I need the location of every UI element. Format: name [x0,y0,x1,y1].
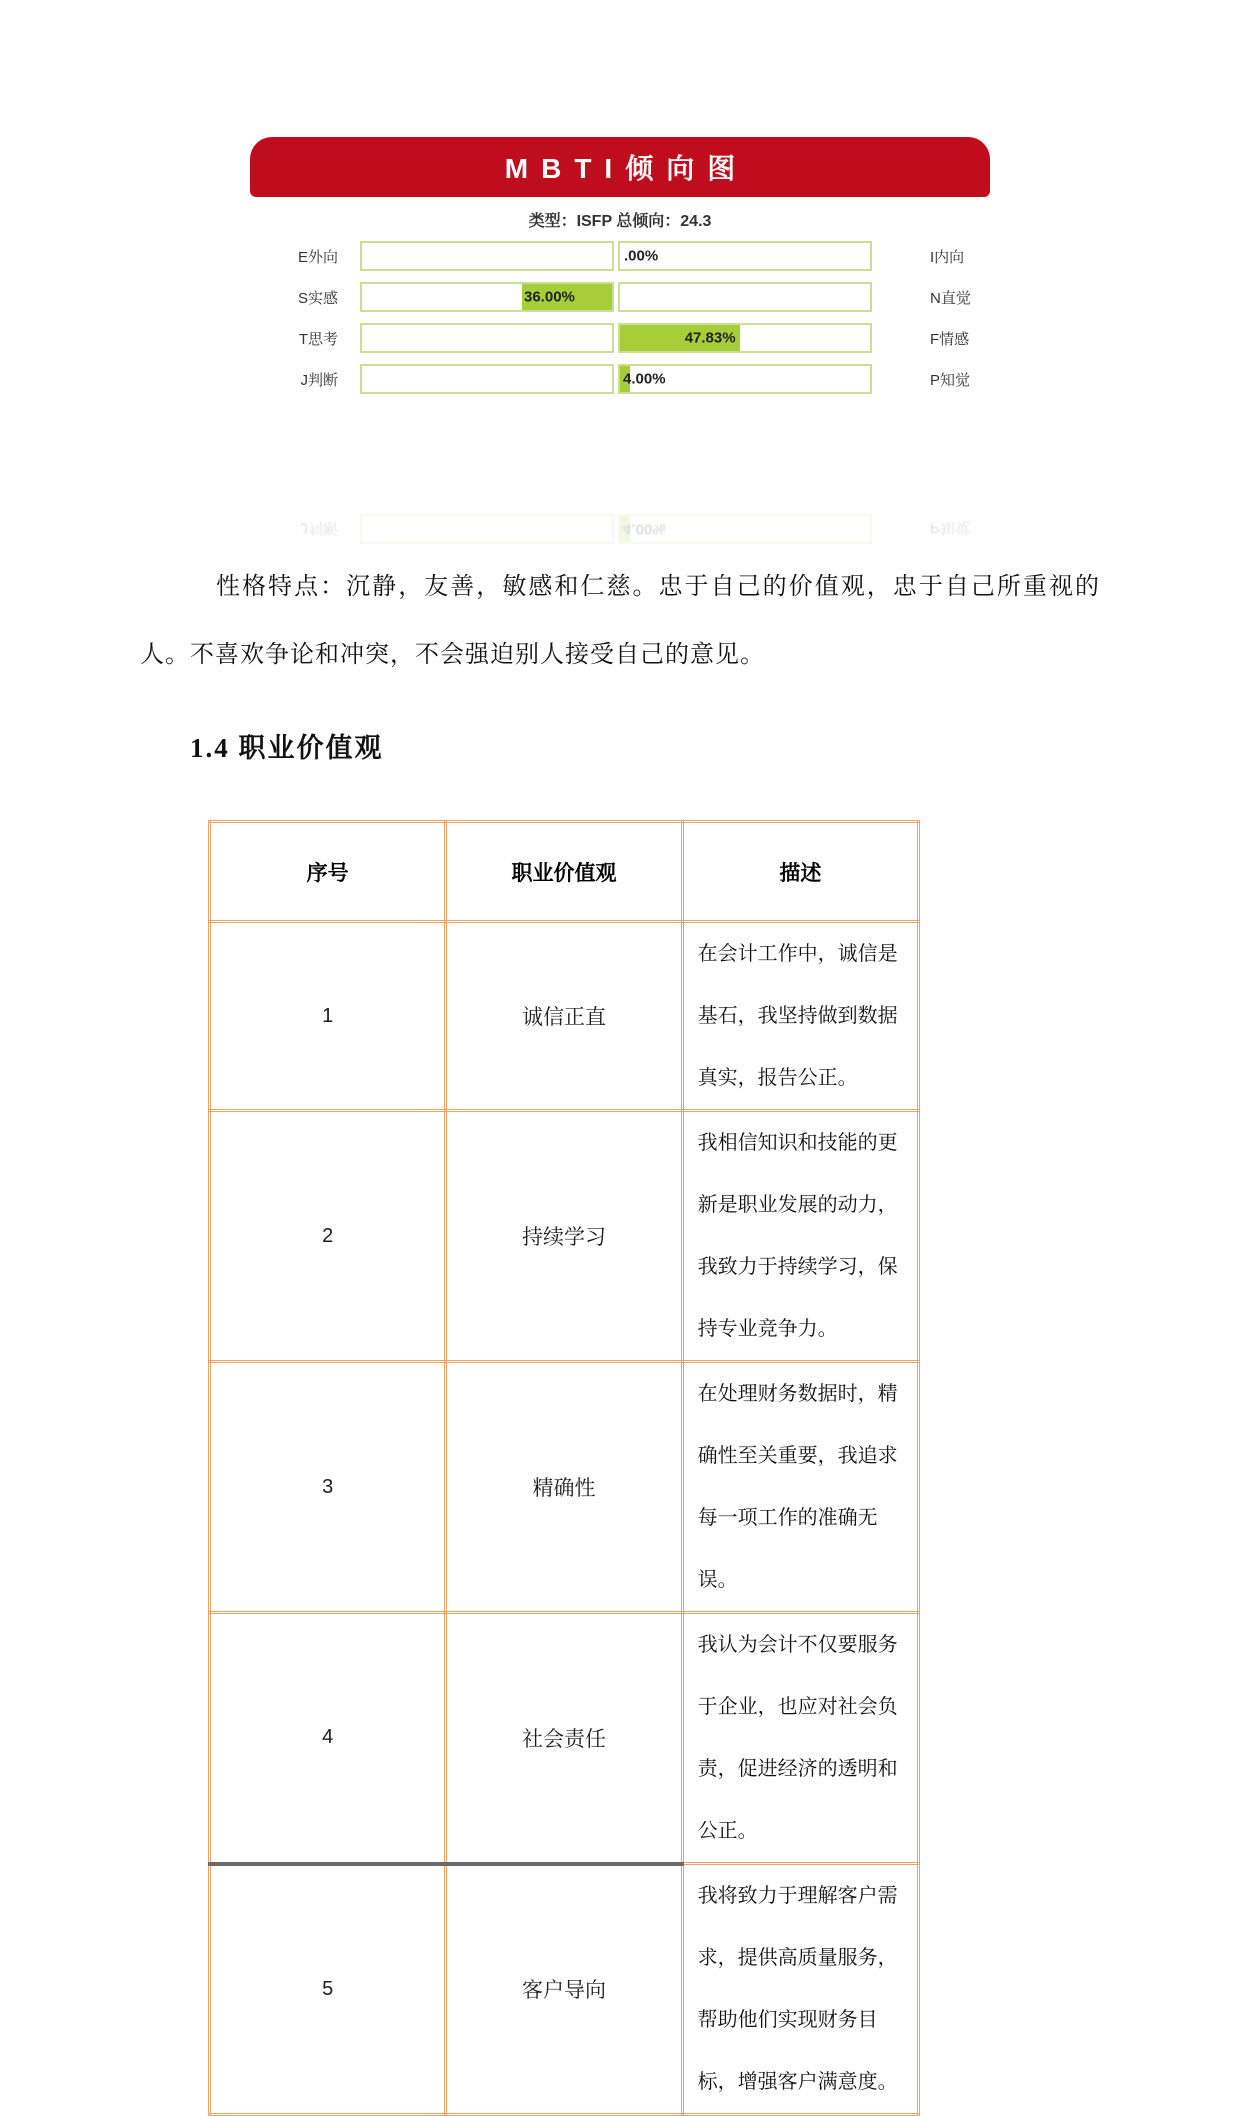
bar-box-left [360,364,614,394]
value-name-cell: 精确性 [446,1362,682,1613]
personality-paragraph: 性格特点：沉静，友善，敏感和仁慈。忠于自己的价值观，忠于自己所重视的人。不喜欢争论和冲突，不会强迫别人接受自己的意见。 [140,573,1100,668]
description-cell: 我认为会计不仅要服务于企业，也应对社会负责，促进经济的透明和公正。 [682,1613,918,1864]
description-cell: 我将致力于理解客户需求，提供高质量服务，帮助他们实现财务目标，增强客户满意度。 [682,1864,918,2115]
mbti-row [250,514,990,544]
value-name-cell: 持续学习 [446,1111,682,1362]
table-row [210,1111,919,1362]
header-cell-no: 序号 [210,822,446,922]
table-row [210,1362,919,1613]
value-name-cell: 社会责任 [446,1613,682,1864]
mbti-type-line: 类型：ISFP 总倾向：24.3 [528,213,712,230]
bar-value-label: 4.00% [623,370,666,388]
left-pole-label: E外向 [297,248,338,266]
right-pole-label: N直觉 [930,289,971,307]
bar-box-left [360,282,614,312]
bar-fill [620,325,740,351]
row-number-cell: 3 [210,1362,446,1613]
section-heading: 1.4 职业价值观 [190,733,384,763]
right-pole-label: F情感 [930,330,970,348]
mbti-row [250,241,990,271]
bar-value-label: .00% [624,247,659,265]
values-table [208,820,920,2116]
mbti-chart-title: MBTI倾向图 [504,153,749,184]
mbti-row-reflection [250,498,990,544]
table-row [210,922,919,1111]
left-pole-label: T思考 [298,330,338,348]
table-row [210,1613,919,1864]
row-number-cell: 5 [210,1864,446,2115]
header-cell-desc: 描述 [682,822,918,922]
table-row [210,1864,919,2115]
mbti-banner [250,137,990,197]
bar-box-right [618,241,872,271]
description-cell: 我相信知识和技能的更新是职业发展的动力，我致力于持续学习，保持专业竞争力。 [682,1111,918,1362]
left-pole-label: S实感 [297,289,338,307]
bar-box-right [618,323,872,353]
right-pole-label: I内向 [930,248,965,266]
left-pole-label: J判断 [300,371,338,389]
bar-value-label: 4.00% [623,520,666,538]
bar-box-right [618,282,872,312]
left-pole-label: J判断 [300,519,338,537]
mbti-row [250,282,990,312]
right-pole-label: P知觉 [930,519,971,537]
row-number-cell: 2 [210,1111,446,1362]
row-number-cell: 4 [210,1613,446,1864]
bar-box-left [360,323,614,353]
bar-box-right [618,364,872,394]
bar-box-right [618,514,872,544]
right-pole-label: P知觉 [930,371,971,389]
mbti-row [250,323,990,353]
mbti-bar-rows [250,241,990,394]
bar-fill [522,284,612,310]
table-header-row [210,822,919,922]
bar-value-label: 47.83% [684,329,736,347]
row-number-cell: 1 [210,922,446,1111]
bar-box-left [360,241,614,271]
mbti-row [250,364,990,394]
value-name-cell: 客户导向 [446,1864,682,2115]
description-cell: 在处理财务数据时，精确性至关重要，我追求每一项工作的准确无误。 [682,1362,918,1613]
bar-box-left [360,514,614,544]
value-name-cell: 诚信正直 [446,922,682,1111]
description-cell: 在会计工作中，诚信是基石，我坚持做到数据真实，报告公正。 [682,922,918,1111]
header-cell-value: 职业价值观 [446,822,682,922]
bar-value-label: 36.00% [524,288,575,306]
